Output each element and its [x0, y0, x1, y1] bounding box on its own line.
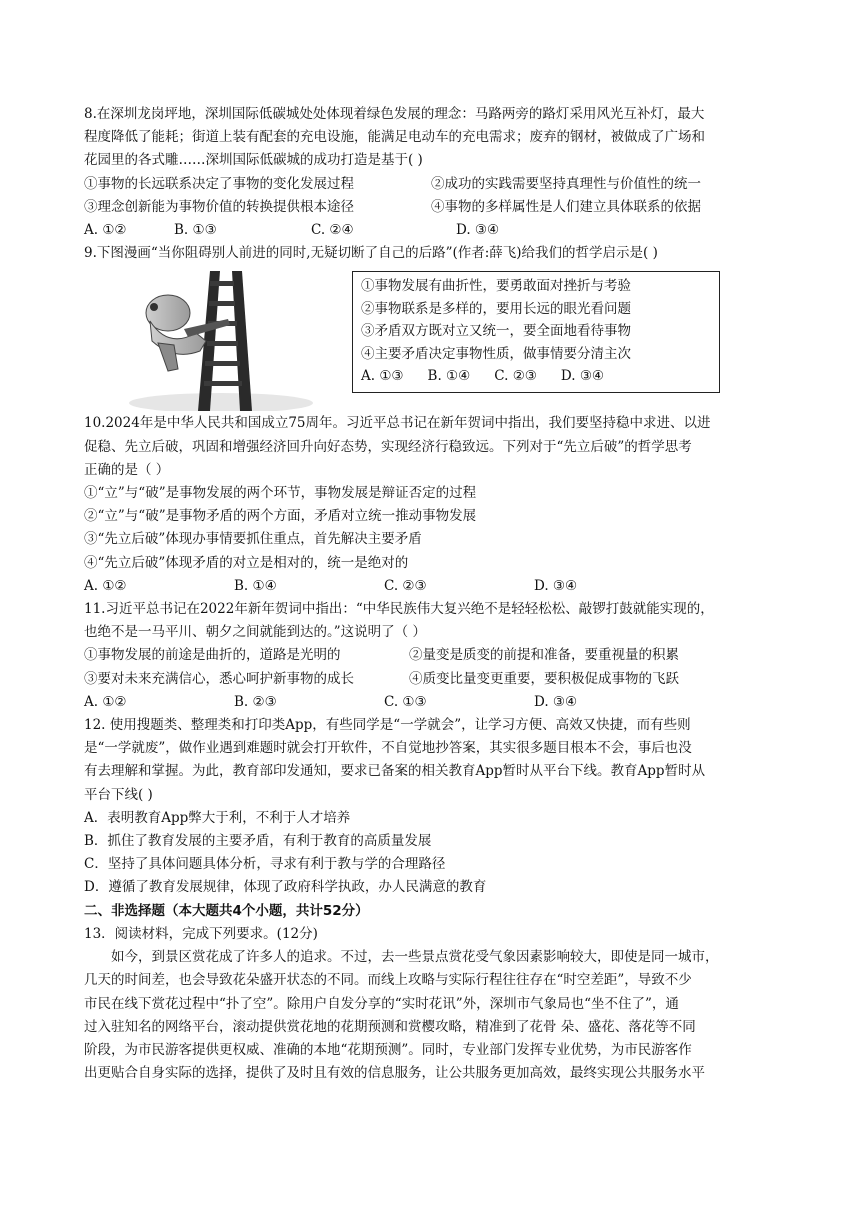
question-stem-line: 12. 使用搜题类、整理类和打印类App，有些同学是“一学就会”，让学习方便、高效又快捷，而有些则	[84, 717, 691, 734]
question-stem-line: 也绝不是一马平川、朝夕之间就能到达的。”这说明了（ ）	[84, 624, 426, 641]
option-a: A．表明教育App弊大于利，不利于人才培养	[84, 809, 351, 826]
question-13	[84, 923, 784, 1085]
option-d: D. ③④	[534, 693, 578, 710]
question-stem-line: 促稳、先立后破，巩固和增强经济回升向好态势，实现经济行稳致远。下列对于“先立后破”的哲学思考	[84, 438, 692, 455]
question-stem-line: 程度降低了能耗；街道上装有配套的充电设施，能满足电动车的充电需求；废弃的钢材，被做成了广场和	[84, 129, 705, 146]
statement-1: ①“立”与“破”是事物发展的两个环节，事物发展是辩证否定的过程	[84, 485, 477, 502]
answer-options	[84, 219, 784, 242]
statement-2: ②“立”与“破”是事物矛盾的两个方面，矛盾对立统一推动事物发展	[84, 508, 477, 525]
section-title: 二、非选择题（本大题共4个小题，共计52分）	[84, 902, 369, 919]
statement-4: ④主要矛盾决定事物性质，做事情要分清主次	[361, 345, 631, 362]
option-a: A. ①②	[84, 222, 127, 239]
question-stem-line: 8.在深圳龙岗坪地，深圳国际低碳城处处体现着绿色发展的理念：马路两旁的路灯采用风光互补灯，最大	[84, 106, 705, 122]
option-c: C. ②④	[311, 222, 354, 239]
question-stem-line: 10.2024年是中华人民共和国成立75周年。习近平总书记在新年贺词中指出，我们要坚持稳中求进、以进	[84, 415, 711, 432]
option-c: C. ①③	[384, 693, 427, 710]
statement-3: ③矛盾双方既对立又统一，要全面地看待事物	[361, 323, 631, 340]
option-b: B. ②③	[234, 693, 277, 710]
option-b: B．抓住了教育发展的主要矛盾，有利于教育的高质量发展	[84, 833, 432, 850]
material-paragraph-line: 阶段，为市民游客提供更权威、准确的本地“花期预测”。同时，专业部门发挥专业优势，为市民游客作	[84, 1041, 692, 1058]
material-paragraph-line: 几天的时间差，也会导致花朵盛开状态的不同。而线上攻略与实际行程往往存在“时空差距”，导致不少	[84, 972, 692, 989]
question-9	[84, 242, 784, 412]
option-d: D. ③④	[560, 368, 605, 385]
question-stem-line: 平台下线( )	[84, 786, 153, 803]
question-stem-line: 有去理解和掌握。为此，教育部印发通知，要求已备案的相关教育App暂时从平台下线。教育App暂时从	[84, 763, 706, 780]
statement-2: ②成功的实践需要坚持真理性与价值性的统一	[431, 175, 701, 192]
option-d: D．遵循了教育发展规律，体现了政府科学执政，办人民满意的教育	[84, 879, 487, 896]
option-a: A. ①②	[84, 693, 127, 710]
question-11	[84, 598, 784, 714]
question-12	[84, 714, 784, 900]
question-stem-line: 花园里的各式雕……深圳国际低碳城的成功打造是基于( )	[84, 152, 423, 169]
question-stem-line: 9.下图漫画“当你阻碍别人前进的同时,无疑切断了自己的后路”(作者:薛飞)给我们的哲学启示是( )	[84, 245, 658, 262]
statement-4: ④质变比量变更重要，要积极促成事物的飞跃	[409, 670, 679, 687]
statement-3: ③要对未来充满信心，悉心呵护新事物的成长	[84, 670, 354, 687]
answer-options	[84, 691, 784, 714]
statement-1: ①事物的长远联系决定了事物的变化发展过程	[84, 175, 354, 192]
material-paragraph-line: 如今，到景区赏花成了许多人的追求。不过，去一些景点赏花受气象因素影响较大，即使是同一城市，	[111, 949, 719, 966]
statement-1: ①事物发展有曲折性，要勇敢面对挫折与考验	[361, 278, 631, 295]
option-a: A. ①②	[84, 577, 127, 594]
material-paragraph-line: 出更贴合自身实际的选择，提供了及时且有效的信息服务，让公共服务更加高效，最终实现公共服务水平	[84, 1065, 705, 1082]
statement-3: ③“先立后破”体现办事情要抓住重点，首先解决主要矛盾	[84, 531, 422, 548]
material-paragraph-line: 市民在线下赏花过程中“扑了空”。除用户自发分享的“实时花讯”外，深圳市气象局也“坐不住了”，通	[84, 995, 679, 1012]
option-b: B. ①④	[427, 368, 471, 385]
answer-options	[84, 575, 784, 598]
option-b: B. ①③	[174, 222, 217, 239]
question-stem-line: 11.习近平总书记在2022年新年贺词中指出：“中华民族伟大复兴绝不是轻轻松松、敲锣打鼓就能实现的，	[84, 601, 714, 618]
answer-options	[361, 365, 719, 388]
ladder-cartoon-image	[128, 271, 314, 411]
option-c: C．坚持了具体问题具体分析，寻求有利于教与学的合理路径	[84, 856, 446, 873]
question-8	[84, 103, 784, 242]
question-stem-line: 正确的是（ ）	[84, 461, 170, 478]
statement-box	[352, 271, 720, 393]
statement-2: ②量变是质变的前提和准备，要重视量的积累	[409, 647, 679, 664]
option-d: D. ③④	[456, 222, 500, 239]
option-d: D. ③④	[534, 577, 578, 594]
option-a: A. ①③	[361, 368, 404, 385]
statement-4: ④“先立后破”体现矛盾的对立是相对的，统一是绝对的	[84, 554, 409, 571]
option-c: C. ②③	[384, 577, 427, 594]
statement-3: ③理念创新能为事物价值的转换提供根本途径	[84, 198, 354, 215]
statement-1: ①事物发展的前途是曲折的，道路是光明的	[84, 647, 341, 664]
exam-page	[84, 103, 784, 1085]
statement-2: ②事物联系是多样的，要用长远的眼光看问题	[361, 300, 631, 317]
question-stem-line: 13．阅读材料，完成下列要求。(12分)	[84, 925, 318, 942]
question-10	[84, 412, 784, 598]
material-paragraph-line: 过入驻知名的网络平台，滚动提供赏花地的花期预测和赏樱攻略，精准到了花骨 朵、盛花、落花等不同	[84, 1018, 696, 1035]
statement-4: ④事物的多样属性是人们建立具体联系的依据	[431, 198, 701, 215]
option-b: B. ①④	[234, 577, 277, 594]
option-c: C. ②③	[494, 368, 537, 385]
question-stem-line: 是“一学就废”，做作业遇到难题时就会打开软件，不自觉地抄答案，其实很多题目根本不会，事后也没	[84, 740, 692, 757]
